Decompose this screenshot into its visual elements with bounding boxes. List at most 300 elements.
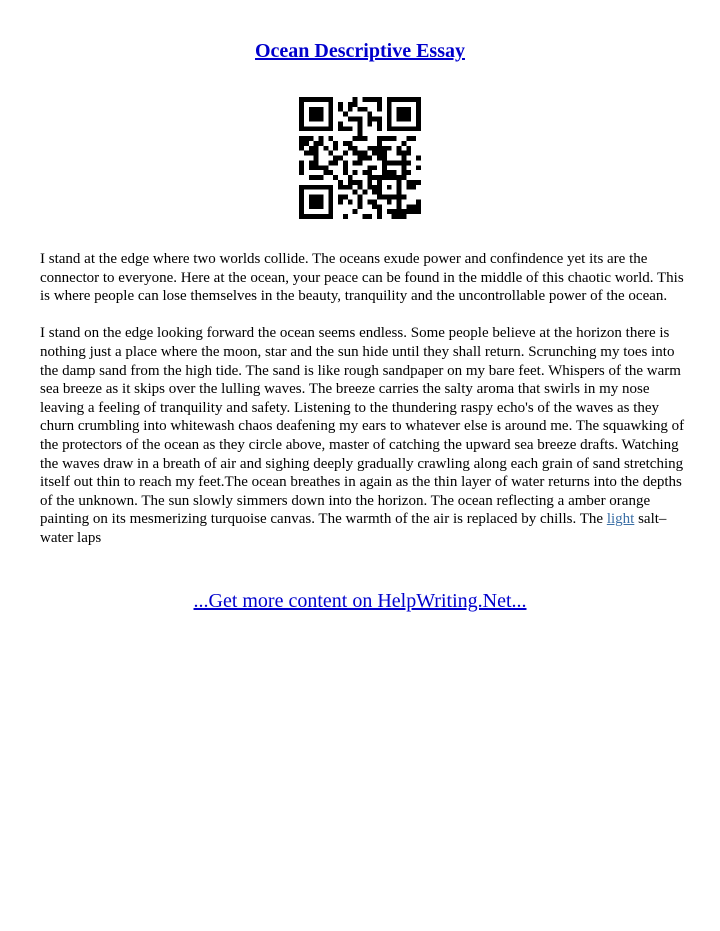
qr-module bbox=[319, 136, 324, 141]
qr-module bbox=[406, 209, 411, 214]
qr-module bbox=[387, 117, 392, 122]
light-link[interactable]: light bbox=[606, 511, 635, 528]
qr-module bbox=[416, 126, 421, 131]
qr-module bbox=[397, 175, 402, 180]
qr-module bbox=[348, 185, 353, 190]
qr-module bbox=[358, 195, 363, 200]
qr-module bbox=[319, 175, 324, 180]
qr-module bbox=[392, 136, 397, 141]
qr-module bbox=[314, 151, 319, 156]
qr-module bbox=[377, 180, 382, 185]
qr-module bbox=[377, 209, 382, 214]
qr-module bbox=[362, 151, 367, 156]
qr-module bbox=[343, 195, 348, 200]
qr-module bbox=[382, 160, 387, 165]
qr-module bbox=[387, 97, 392, 102]
qr-module bbox=[377, 117, 382, 122]
qr-module bbox=[372, 190, 377, 195]
qr-module bbox=[377, 204, 382, 209]
qr-module bbox=[406, 107, 411, 112]
qr-module bbox=[362, 214, 367, 219]
qr-module bbox=[397, 112, 402, 117]
qr-module bbox=[319, 126, 324, 131]
qr-module bbox=[353, 117, 358, 122]
qr-module bbox=[406, 185, 411, 190]
qr-module bbox=[397, 185, 402, 190]
qr-module bbox=[353, 209, 358, 214]
qr-module bbox=[382, 170, 387, 175]
qr-module bbox=[309, 151, 314, 156]
qr-module bbox=[348, 180, 353, 185]
qr-module bbox=[401, 112, 406, 117]
qr-module bbox=[299, 199, 304, 204]
qr-module bbox=[382, 151, 387, 156]
qr-module bbox=[323, 214, 328, 219]
qr-module bbox=[406, 126, 411, 131]
qr-module bbox=[299, 214, 304, 219]
qr-module bbox=[416, 97, 421, 102]
qr-module bbox=[333, 160, 338, 165]
qr-module bbox=[314, 199, 319, 204]
qr-module bbox=[314, 97, 319, 102]
qr-module bbox=[299, 112, 304, 117]
qr-module bbox=[367, 156, 372, 161]
qr-module bbox=[309, 112, 314, 117]
qr-module bbox=[304, 214, 309, 219]
qr-module bbox=[401, 117, 406, 122]
qr-module bbox=[314, 107, 319, 112]
qr-module bbox=[392, 170, 397, 175]
qr-module bbox=[397, 180, 402, 185]
qr-module bbox=[319, 165, 324, 170]
qr-module bbox=[401, 209, 406, 214]
qr-module bbox=[304, 126, 309, 131]
qr-module bbox=[401, 126, 406, 131]
qr-module bbox=[314, 146, 319, 151]
qr-module bbox=[411, 209, 416, 214]
qr-module bbox=[309, 185, 314, 190]
qr-module bbox=[397, 151, 402, 156]
qr-module bbox=[401, 160, 406, 165]
qr-module bbox=[416, 107, 421, 112]
qr-module bbox=[416, 121, 421, 126]
qr-module bbox=[387, 126, 392, 131]
qr-module bbox=[319, 112, 324, 117]
qr-module bbox=[328, 97, 333, 102]
qr-module bbox=[406, 136, 411, 141]
qr-module bbox=[338, 156, 343, 161]
qr-module bbox=[382, 146, 387, 151]
qr-module bbox=[323, 126, 328, 131]
qr-module bbox=[314, 185, 319, 190]
qr-module bbox=[299, 195, 304, 200]
qr-module bbox=[387, 175, 392, 180]
qr-module bbox=[299, 204, 304, 209]
qr-module bbox=[411, 185, 416, 190]
qr-module bbox=[372, 117, 377, 122]
qr-module bbox=[319, 199, 324, 204]
qr-module bbox=[343, 141, 348, 146]
qr-module bbox=[377, 121, 382, 126]
qr-module bbox=[348, 175, 353, 180]
qr-module bbox=[319, 117, 324, 122]
qr-module bbox=[353, 160, 358, 165]
more-content bbox=[0, 588, 720, 614]
qr-module bbox=[358, 131, 363, 136]
qr-module bbox=[397, 126, 402, 131]
qr-module bbox=[328, 160, 333, 165]
paragraph-2-tail: salt–water laps bbox=[40, 511, 667, 546]
qr-module bbox=[406, 117, 411, 122]
qr-module bbox=[304, 185, 309, 190]
qr-module bbox=[328, 121, 333, 126]
qr-module bbox=[397, 199, 402, 204]
qr-module bbox=[416, 165, 421, 170]
qr-module bbox=[333, 146, 338, 151]
qr-module bbox=[309, 97, 314, 102]
qr-module bbox=[387, 102, 392, 107]
qr-module bbox=[401, 151, 406, 156]
qr-module bbox=[348, 126, 353, 131]
qr-module bbox=[416, 199, 421, 204]
qr-module bbox=[314, 126, 319, 131]
qr-module bbox=[401, 175, 406, 180]
qr-module bbox=[309, 160, 314, 165]
qr-module bbox=[377, 214, 382, 219]
qr-module bbox=[328, 170, 333, 175]
qr-module bbox=[382, 175, 387, 180]
qr-module bbox=[416, 156, 421, 161]
qr-module bbox=[411, 180, 416, 185]
qr-module bbox=[353, 170, 358, 175]
qr-module bbox=[309, 199, 314, 204]
qr-module bbox=[367, 97, 372, 102]
qr-module bbox=[406, 170, 411, 175]
qr-module bbox=[377, 141, 382, 146]
qr-module bbox=[299, 141, 304, 146]
qr-module bbox=[328, 209, 333, 214]
paragraph-2-text: I stand on the edge looking forward the ocean seems endless. Some people believe at the horizon there is nothing just a place where the moon, star and the sun hide until they shall return. Scrunching my toes into the damp sand from the high tide. The sand is like rough sandpaper on my bare feet. Whispers of the warm sea breeze as it skips over the lulling waves. The breeze carries the salty aroma that swirls in my nose leaving a feeling of tranquility and safety. Listening to the thundering raspy echo's of the waves as they churn crumbling into whitewash chaos deafening my ears to whatever else is around me. The squawking of the protectors of the ocean as they circle above, master of catching the upward sea breeze drafts. Watching the waves draw in a breath of air and sighing deeply gradually crawling along each grain of sand stretching itself out thin to reach my feet.The ocean breathes in again as the thin layer of water returns into the depths of the unknown. The sun slowly simmers down into the horizon. The ocean reflecting a amber orange painting on its mesmerizing turquoise canvas. The warmth of the air is replaced by chills. The bbox=[40, 325, 685, 528]
qr-module bbox=[343, 165, 348, 170]
qr-module bbox=[377, 97, 382, 102]
qr-module bbox=[314, 160, 319, 165]
qr-module bbox=[338, 121, 343, 126]
qr-module bbox=[387, 209, 392, 214]
qr-module bbox=[328, 204, 333, 209]
qr-module bbox=[314, 156, 319, 161]
paragraph-2 bbox=[40, 324, 685, 547]
qr-module bbox=[348, 199, 353, 204]
qr-module bbox=[333, 175, 338, 180]
qr-module bbox=[343, 160, 348, 165]
qr-module bbox=[392, 160, 397, 165]
qr-module bbox=[328, 195, 333, 200]
qr-module bbox=[328, 102, 333, 107]
qr-module bbox=[299, 107, 304, 112]
qr-module bbox=[328, 199, 333, 204]
qr-module bbox=[406, 160, 411, 165]
qr-module bbox=[314, 117, 319, 122]
qr-module bbox=[387, 146, 392, 151]
qr-module bbox=[416, 117, 421, 122]
get-more-content-link[interactable]: ...Get more content on HelpWriting.Net... bbox=[193, 590, 527, 612]
qr-module bbox=[367, 185, 372, 190]
qr-module bbox=[406, 146, 411, 151]
qr-module bbox=[401, 107, 406, 112]
qr-module bbox=[377, 146, 382, 151]
qr-module bbox=[387, 121, 392, 126]
qr-module bbox=[377, 190, 382, 195]
essay-body bbox=[40, 250, 685, 566]
qr-module bbox=[299, 160, 304, 165]
qr-module bbox=[387, 160, 392, 165]
qr-module bbox=[416, 102, 421, 107]
qr-module bbox=[319, 195, 324, 200]
qr-module bbox=[304, 141, 309, 146]
qr-module bbox=[319, 141, 324, 146]
qr-module bbox=[411, 97, 416, 102]
qr-module bbox=[362, 107, 367, 112]
paragraph-1: I stand at the edge where two worlds collide. The oceans exude power and confindence yet its are the connector to everyone. Here at the ocean, your peace can be found in the middle of this chaotic world. This is where people can lose themselves in the beauty, tranquility and the uncontrollable power of the ocean. bbox=[40, 251, 684, 305]
qr-module bbox=[348, 107, 353, 112]
qr-module bbox=[299, 121, 304, 126]
qr-module bbox=[314, 141, 319, 146]
qr-module bbox=[309, 195, 314, 200]
qr-module bbox=[328, 126, 333, 131]
qr-module bbox=[362, 190, 367, 195]
qr-module bbox=[382, 156, 387, 161]
qr-module bbox=[392, 214, 397, 219]
qr-module bbox=[304, 97, 309, 102]
qr-module bbox=[397, 190, 402, 195]
qr-module bbox=[314, 214, 319, 219]
qr-module bbox=[323, 185, 328, 190]
qr-module bbox=[362, 170, 367, 175]
qr-module bbox=[299, 209, 304, 214]
qr-module bbox=[309, 214, 314, 219]
qr-module bbox=[358, 156, 363, 161]
qr-module bbox=[367, 117, 372, 122]
qr-code-icon bbox=[299, 97, 421, 219]
qr-module bbox=[387, 170, 392, 175]
qr-module bbox=[406, 97, 411, 102]
qr-module bbox=[314, 204, 319, 209]
qr-module bbox=[338, 185, 343, 190]
qr-module bbox=[372, 151, 377, 156]
qr-module bbox=[406, 204, 411, 209]
qr-module bbox=[358, 160, 363, 165]
qr-module bbox=[377, 156, 382, 161]
qr-module bbox=[372, 97, 377, 102]
qr-module bbox=[343, 170, 348, 175]
qr-module bbox=[348, 102, 353, 107]
qr-module bbox=[328, 117, 333, 122]
qr-module bbox=[372, 146, 377, 151]
qr-module bbox=[367, 175, 372, 180]
qr-module bbox=[387, 136, 392, 141]
qr-module bbox=[328, 107, 333, 112]
qr-module bbox=[309, 175, 314, 180]
qr-module bbox=[401, 141, 406, 146]
qr-module bbox=[309, 107, 314, 112]
qr-module bbox=[328, 151, 333, 156]
qr-module bbox=[392, 175, 397, 180]
qr-module bbox=[299, 170, 304, 175]
qr-module bbox=[299, 190, 304, 195]
qr-module bbox=[338, 102, 343, 107]
qr-module bbox=[343, 214, 348, 219]
qr-module bbox=[387, 112, 392, 117]
qr-module bbox=[328, 190, 333, 195]
qr-module bbox=[377, 175, 382, 180]
qr-module bbox=[382, 195, 387, 200]
qr-module bbox=[358, 199, 363, 204]
qr-module bbox=[377, 126, 382, 131]
qr-module bbox=[343, 126, 348, 131]
qr-module bbox=[314, 165, 319, 170]
qr-module bbox=[397, 146, 402, 151]
qr-module bbox=[401, 195, 406, 200]
qr-module bbox=[367, 146, 372, 151]
qr-module bbox=[309, 136, 314, 141]
qr-module bbox=[358, 126, 363, 131]
qr-module bbox=[353, 151, 358, 156]
qr-module bbox=[338, 180, 343, 185]
qr-module bbox=[319, 185, 324, 190]
qr-module bbox=[367, 165, 372, 170]
qr-module bbox=[392, 209, 397, 214]
qr-module bbox=[314, 175, 319, 180]
qr-module bbox=[377, 136, 382, 141]
qr-module bbox=[367, 170, 372, 175]
qr-module bbox=[397, 160, 402, 165]
qr-module bbox=[358, 121, 363, 126]
qr-module bbox=[401, 156, 406, 161]
qr-module bbox=[411, 126, 416, 131]
qr-module bbox=[377, 107, 382, 112]
qr-module bbox=[328, 185, 333, 190]
qr-module bbox=[338, 107, 343, 112]
qr-module bbox=[411, 136, 416, 141]
qr-module bbox=[343, 151, 348, 156]
qr-module bbox=[358, 117, 363, 122]
qr-module bbox=[309, 126, 314, 131]
qr-module bbox=[397, 117, 402, 122]
qr-module bbox=[406, 180, 411, 185]
qr-module bbox=[353, 146, 358, 151]
qr-module bbox=[358, 185, 363, 190]
qr-module bbox=[309, 146, 314, 151]
qr-module bbox=[299, 97, 304, 102]
qr-module bbox=[314, 195, 319, 200]
qr-module bbox=[358, 180, 363, 185]
qr-module bbox=[372, 185, 377, 190]
qr-module bbox=[416, 209, 421, 214]
qr-module bbox=[358, 107, 363, 112]
qr-module bbox=[367, 112, 372, 117]
qr-module bbox=[406, 151, 411, 156]
qr-module bbox=[348, 141, 353, 146]
qr-module bbox=[377, 185, 382, 190]
qr-module bbox=[387, 199, 392, 204]
qr-module bbox=[362, 97, 367, 102]
qr-module bbox=[353, 102, 358, 107]
qr-module bbox=[299, 146, 304, 151]
qr-module bbox=[362, 136, 367, 141]
qr-module bbox=[358, 151, 363, 156]
qr-module bbox=[362, 156, 367, 161]
qr-module bbox=[387, 195, 392, 200]
qr-module bbox=[372, 204, 377, 209]
qr-module bbox=[338, 195, 343, 200]
qr-module bbox=[333, 156, 338, 161]
qr-module bbox=[387, 185, 392, 190]
qr-module bbox=[416, 112, 421, 117]
qr-module bbox=[328, 136, 333, 141]
qr-module bbox=[392, 195, 397, 200]
qr-module bbox=[338, 199, 343, 204]
qr-module bbox=[319, 107, 324, 112]
qr-module bbox=[387, 107, 392, 112]
qr-module bbox=[367, 180, 372, 185]
qr-module bbox=[367, 199, 372, 204]
qr-module bbox=[401, 165, 406, 170]
qr-module bbox=[392, 126, 397, 131]
qr-module bbox=[372, 175, 377, 180]
qr-module bbox=[353, 190, 358, 195]
qr-module bbox=[328, 214, 333, 219]
qr-module bbox=[397, 107, 402, 112]
qr-module bbox=[333, 141, 338, 146]
qr-module bbox=[416, 204, 421, 209]
qr-module bbox=[397, 214, 402, 219]
qr-module bbox=[353, 180, 358, 185]
qr-module bbox=[309, 165, 314, 170]
qr-module bbox=[348, 146, 353, 151]
qr-module bbox=[372, 199, 377, 204]
qr-module bbox=[299, 136, 304, 141]
qr-module bbox=[299, 102, 304, 107]
qr-module bbox=[323, 165, 328, 170]
qr-module bbox=[323, 97, 328, 102]
qr-module bbox=[309, 117, 314, 122]
qr-module bbox=[392, 97, 397, 102]
qr-module bbox=[416, 180, 421, 185]
qr-module bbox=[314, 112, 319, 117]
page-title bbox=[0, 38, 720, 64]
qr-module bbox=[323, 146, 328, 151]
qr-module bbox=[401, 97, 406, 102]
qr-module bbox=[299, 117, 304, 122]
qr-module bbox=[299, 126, 304, 131]
qr-module bbox=[304, 136, 309, 141]
qr-module bbox=[328, 112, 333, 117]
qr-module bbox=[343, 112, 348, 117]
qr-module bbox=[319, 204, 324, 209]
qr-module bbox=[323, 170, 328, 175]
qr-module bbox=[343, 185, 348, 190]
qr-module bbox=[382, 136, 387, 141]
qr-module bbox=[397, 209, 402, 214]
qr-module bbox=[397, 97, 402, 102]
title-link[interactable]: Ocean Descriptive Essay bbox=[255, 40, 465, 62]
qr-module bbox=[382, 165, 387, 170]
qr-module bbox=[406, 112, 411, 117]
qr-module bbox=[309, 204, 314, 209]
qr-module bbox=[338, 126, 343, 131]
qr-module bbox=[299, 165, 304, 170]
qr-module bbox=[377, 102, 382, 107]
